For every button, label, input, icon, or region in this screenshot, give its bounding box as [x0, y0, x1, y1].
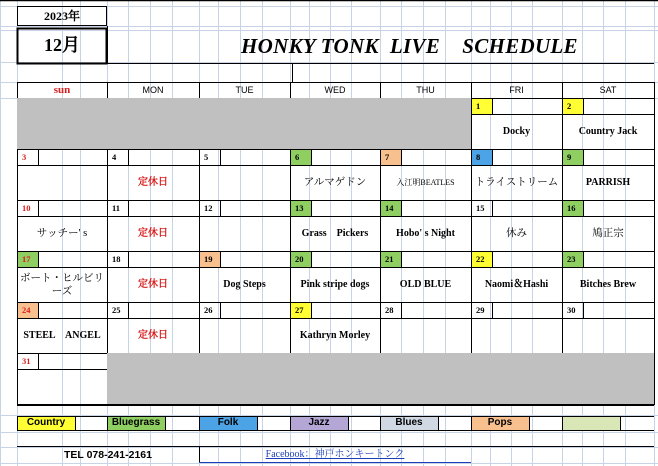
event-name: OLD BLUE — [399, 279, 452, 290]
day-number: 2 — [567, 101, 572, 111]
event-name: STEEL ANGEL — [23, 330, 101, 341]
day-number: 20 — [295, 254, 304, 264]
event-name: 鳩正宗 — [592, 228, 624, 239]
day-number: 9 — [567, 152, 572, 162]
day-number: 16 — [567, 203, 576, 213]
event-name: サッチー' s — [36, 228, 88, 239]
day-number: 31 — [22, 356, 31, 366]
day-number: 26 — [204, 305, 213, 315]
day-number: 22 — [476, 254, 485, 264]
weekday-sun: sun — [53, 84, 71, 96]
day-number: 15 — [476, 203, 485, 213]
closed-day-label: 定休日 — [138, 330, 168, 341]
weekday-wed: WED — [324, 85, 346, 95]
event-name: 休み — [506, 228, 527, 239]
day-number: 10 — [22, 203, 31, 213]
telephone: TEL 078-241-2161 — [64, 449, 152, 461]
day-number: 19 — [204, 254, 213, 264]
schedule-title: HONKY TONK LIVE SCHEDULE — [241, 34, 578, 58]
legend-country: Country — [26, 417, 66, 428]
day-number: 30 — [567, 305, 576, 315]
event-name: Naomi＆Hashi — [484, 279, 549, 290]
weekday-thu: THU — [416, 85, 435, 95]
day-number: 13 — [295, 203, 304, 213]
legend-blank — [562, 416, 620, 430]
event-name: Grass Pickers — [301, 228, 369, 239]
event-name: Country Jack — [578, 126, 638, 137]
legend-pops: Pops — [487, 417, 513, 428]
month-label: 12月 — [44, 35, 80, 55]
day-number: 17 — [22, 254, 31, 264]
day-number: 8 — [476, 152, 481, 162]
year-label: 2023年 — [43, 9, 80, 23]
day-number: 12 — [204, 203, 213, 213]
event-name: アルマゲドン — [303, 177, 367, 188]
event-name: Dog Steps — [223, 279, 266, 290]
day-number: 24 — [22, 305, 31, 315]
closed-day-label: 定休日 — [138, 228, 168, 239]
weekday-tue: TUE — [235, 85, 254, 95]
closed-day-label: 定休日 — [138, 177, 168, 188]
legend-bluegrass: Bluegrass — [111, 417, 161, 428]
day-number: 25 — [112, 305, 121, 315]
event-name: ボート・ヒルビリーズ — [20, 272, 104, 297]
day-number: 18 — [112, 254, 121, 264]
event-name: PARRISH — [585, 177, 631, 188]
day-number: 14 — [385, 203, 394, 213]
event-name: Hobo' s Night — [396, 228, 455, 239]
closed-day-label: 定休日 — [138, 279, 168, 290]
day-number: 5 — [204, 152, 209, 162]
weekday-mon: MON — [142, 85, 164, 95]
legend-blues: Blues — [395, 417, 423, 428]
day-number: 7 — [385, 152, 390, 162]
event-name: Bitches Brew — [579, 279, 637, 290]
event-name: トライストリーム — [474, 177, 559, 188]
day-number: 27 — [295, 305, 304, 315]
day-number: 6 — [295, 152, 300, 162]
legend-jazz: Jazz — [308, 417, 330, 428]
day-number: 23 — [567, 254, 576, 264]
legend-folk: Folk — [217, 417, 239, 428]
day-number: 4 — [112, 152, 117, 162]
day-number: 21 — [385, 254, 394, 264]
weekday-fri: FRI — [509, 85, 524, 95]
event-name: Kathryn Morley — [299, 330, 371, 341]
event-name: Docky — [502, 126, 531, 137]
day-number: 11 — [112, 203, 121, 213]
day-number: 3 — [22, 152, 27, 162]
day-number: 28 — [385, 305, 394, 315]
event-name: Pink stripe dogs — [300, 279, 370, 290]
day-number: 1 — [476, 101, 481, 111]
facebook-link[interactable]: Facebook：神戸ホンキートンク — [265, 449, 405, 460]
event-name: 入江明BEATLES — [396, 178, 455, 187]
weekday-sat: SAT — [599, 85, 617, 95]
day-number: 29 — [476, 305, 485, 315]
